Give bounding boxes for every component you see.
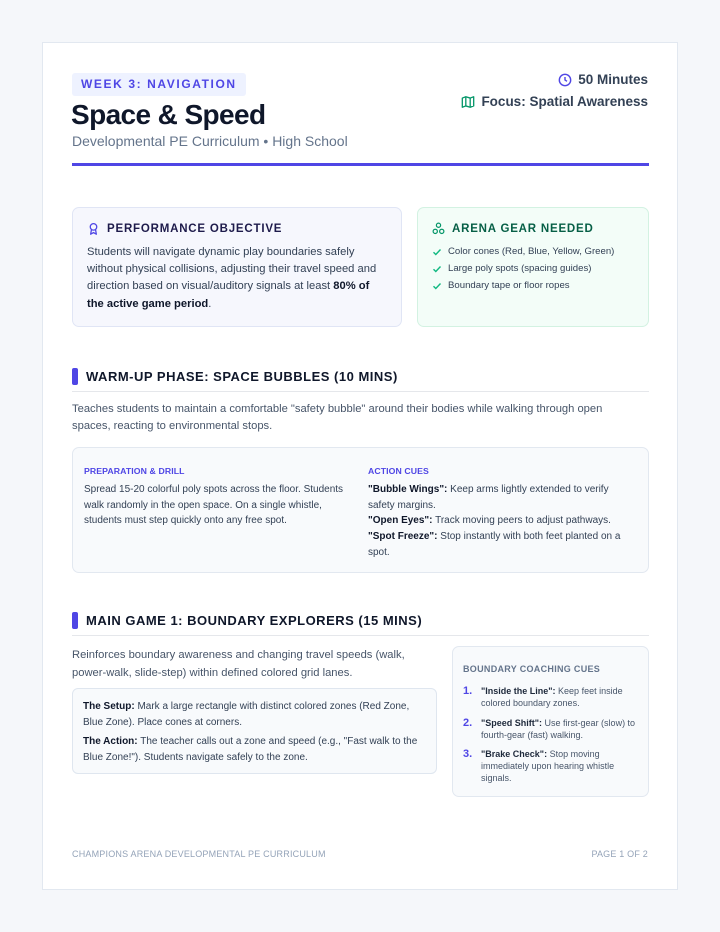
cue-label: "Open Eyes": [368, 515, 433, 527]
map-icon [461, 95, 475, 109]
action-paragraph [83, 734, 428, 765]
cue-label: "Inside the Line": [481, 686, 556, 696]
clock-icon [558, 73, 572, 87]
action-text: The teacher calls out a zone and speed (e.g., "Fast walk to the Blue Zone!"). Students navigate safely to the zone. [83, 736, 418, 763]
warmup-intro: Teaches students to maintain a comfortable "safety bubble" around their bodies while walking through open spaces, reacting to environmental stops. [72, 403, 603, 432]
prep-text: Spread 15-20 colorful poly spots across the floor. Students walk randomly in the open space. On a single whistle, students must step quickly onto any free spot. [84, 484, 344, 527]
performance-objective-card [72, 207, 402, 327]
award-icon [87, 222, 100, 235]
shapes-icon [432, 222, 445, 235]
cue-number: 3. [463, 748, 473, 760]
cue-label: "Bubble Wings": [368, 484, 448, 495]
objective-end: . [208, 297, 212, 310]
check-icon [432, 264, 442, 274]
cue-label: "Brake Check": [481, 749, 548, 759]
arena-gear-card [417, 207, 649, 327]
gear-item-text: Boundary tape or floor ropes [448, 280, 570, 291]
game1-intro: Reinforces boundary awareness and changing travel speeds (walk, power-walk, slide-step) within defined colored grid lanes. [72, 649, 405, 679]
setup-text: Mark a large rectangle with distinct colored zones (Red Zone, Blue Zone). Place cones at corners. [83, 701, 410, 728]
list-item [368, 482, 638, 513]
footer-title: CHAMPIONS ARENA DEVELOPMENTAL PE CURRICULUM [72, 849, 326, 859]
duration-text: 50 Minutes [578, 72, 648, 87]
cue-text [481, 748, 643, 784]
section-divider [72, 391, 649, 392]
focus-text: Focus: Spatial Awareness [481, 94, 648, 109]
list-item [432, 277, 614, 294]
setup-label: The Setup: [83, 701, 135, 712]
objective-text [87, 244, 387, 313]
check-icon [432, 281, 442, 291]
cue-text: Track moving peers to adjust pathways. [432, 515, 611, 527]
list-item [463, 685, 643, 709]
coaching-heading: BOUNDARY COACHING CUES [463, 664, 601, 674]
objective-body: Students will navigate dynamic play boundaries safely without physical collisions, adjusting their travel speed and direction based on visual/auditory signals at least [87, 246, 377, 293]
check-icon [432, 247, 442, 257]
cue-body: Keep feet inside colored boundary zones. [481, 686, 623, 708]
duration-meta [558, 72, 648, 87]
cue-text: Stop instantly with both feet planted on a spot. [368, 531, 621, 558]
action-label: The Action: [83, 736, 138, 747]
coaching-cues-box [452, 646, 649, 797]
page-subtitle: Developmental PE Curriculum • High School [72, 133, 348, 149]
cue-label: "Speed Shift": [481, 718, 543, 728]
cue-text: Keep arms lightly extended to verify safety margins. [368, 484, 609, 511]
list-item [432, 260, 614, 277]
list-item [463, 748, 643, 784]
list-item [432, 243, 614, 260]
header-rule [72, 163, 649, 166]
gear-item-text: Large poly spots (spacing guides) [448, 263, 592, 274]
game1-title: MAIN GAME 1: BOUNDARY EXPLORERS (15 MINS) [86, 613, 423, 628]
cue-body: Use first-gear (slow) to fourth-gear (fast) walking. [481, 718, 636, 740]
focus-meta [461, 94, 648, 109]
cue-body: Stop moving immediately upon hearing whistle signals. [481, 749, 615, 783]
objective-heading [87, 222, 282, 235]
section-divider [72, 635, 649, 636]
cue-number: 2. [463, 717, 473, 729]
gear-item-text: Color cones (Red, Blue, Yellow, Green) [448, 246, 615, 257]
warmup-title: WARM-UP PHASE: SPACE BUBBLES (10 MINS) [86, 369, 398, 384]
gear-list [432, 243, 614, 294]
week-tag: WEEK 3: NAVIGATION [72, 73, 246, 96]
section-marker [72, 368, 78, 385]
list-item [368, 513, 638, 529]
curriculum-page [42, 42, 678, 890]
setup-paragraph [83, 699, 428, 730]
page-number: PAGE 1 OF 2 [591, 849, 648, 859]
prep-heading: PREPARATION & DRILL [84, 466, 185, 476]
warmup-drill-box [72, 447, 649, 573]
gear-heading-text: ARENA GEAR NEEDED [452, 222, 594, 235]
section-marker [72, 612, 78, 629]
cues-heading: ACTION CUES [368, 466, 429, 476]
cue-number: 1. [463, 685, 473, 697]
objective-heading-text: PERFORMANCE OBJECTIVE [107, 222, 283, 235]
list-item [463, 717, 643, 741]
list-item [368, 529, 638, 560]
cue-label: "Spot Freeze": [368, 531, 438, 543]
objective-bold: 80% of the active game period [87, 280, 370, 310]
gear-heading [432, 222, 594, 235]
game1-setup-box [72, 688, 437, 774]
cue-text [481, 717, 643, 741]
cues-list [368, 482, 638, 561]
cue-text [481, 685, 643, 709]
page-title: Space & Speed [71, 99, 266, 130]
